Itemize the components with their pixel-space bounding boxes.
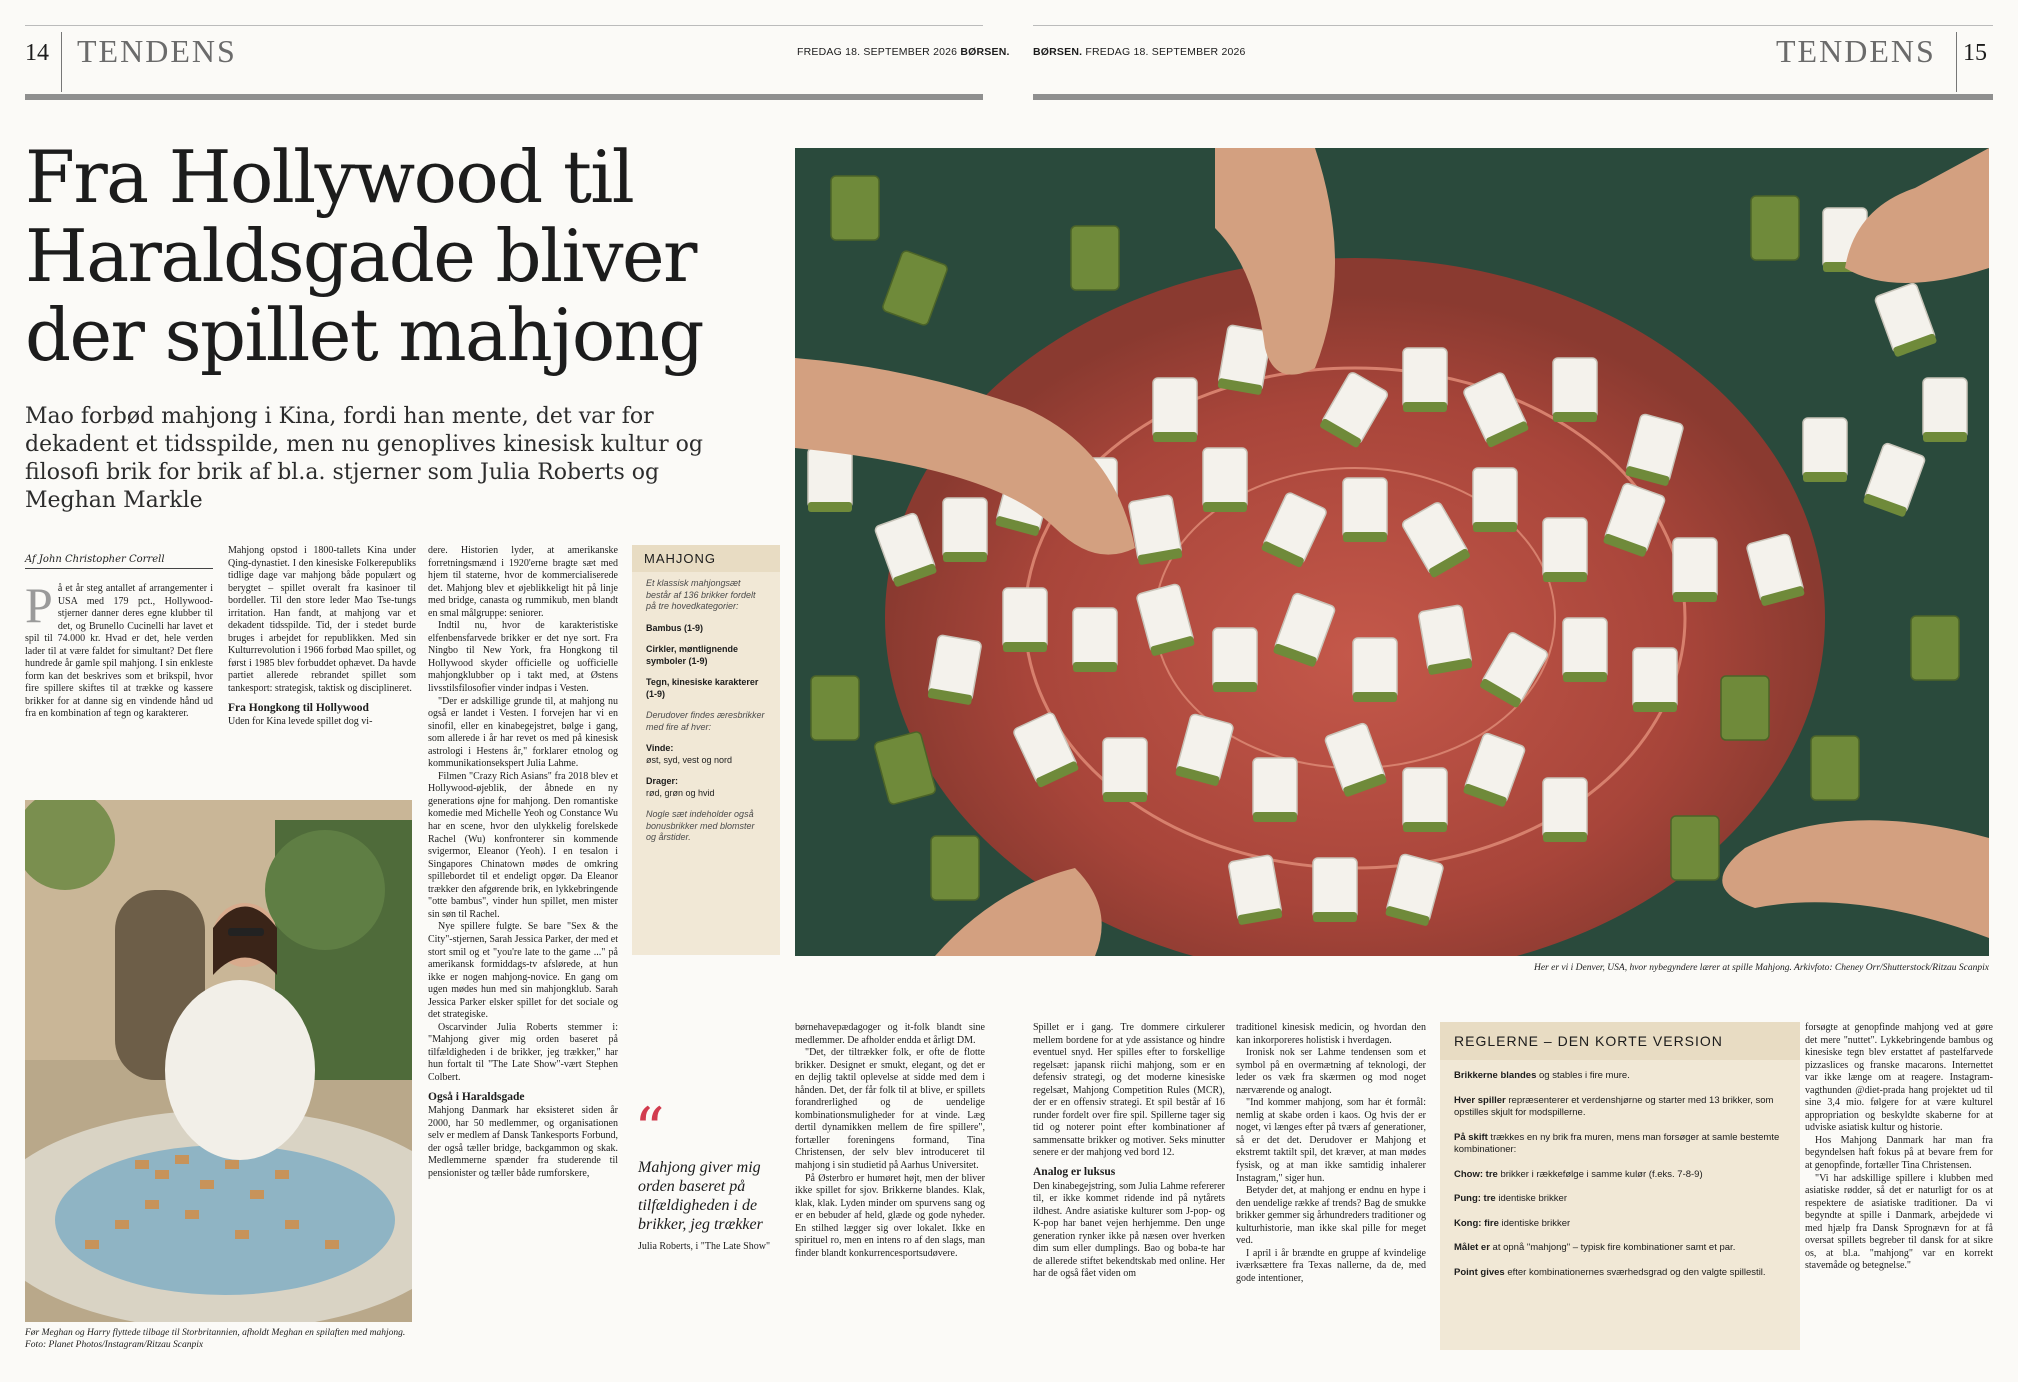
top-rule-left — [25, 25, 983, 26]
rule-lead: På skift — [1454, 1131, 1488, 1143]
byline: Af John Christopher Correll — [25, 554, 213, 569]
article-column-6 — [1236, 1022, 1426, 1285]
paragraph: Den kinabegejstring, som Julia Lahme refererer til, er ikke kommet ridende ind på nytårets ildhest. Andre asiatiske kulturer som J-pop- og K-pop har banet vejen herhjemme. Den unge generation rynker ikke på næsen over hverken dim sum eller dumplings. Bao og boba-te har de allerede stiftet bekendtskab med online. Her har de også fået viden om — [1033, 1180, 1225, 1280]
header-divider-left — [61, 32, 62, 92]
factbox-bonus: Nogle sæt indeholder også bonusbrikker med blomster og årstider. — [646, 809, 755, 842]
rule-text: at opnå "mahjong" – typisk fire kombinationer samt et par. — [1489, 1242, 1736, 1253]
article-column-4 — [795, 1022, 985, 1260]
paragraph: Nye spillere fulgte. Se bare "Sex & the City"-stjernen, Sarah Jessica Parker, der med et stort smil og et "you're late to the game ..." på amerikansk formiddags-tv afslørede, at hun ikke er nogen mahjong-novice. En gang om ugen mødes hun med sin mahjongklub. Sarah Jessica Parker elsker spillet for det sociale og det strategiske. — [428, 921, 618, 1021]
rule-lead: Pung: tre — [1454, 1193, 1496, 1204]
dateline-right — [1033, 46, 1246, 58]
factbox-dragon-value: rød, grøn og hvid — [646, 787, 715, 798]
factbox-honor-intro: Derudover findes æresbrikker med fire af hver: — [646, 710, 765, 732]
rules-title: REGLERNE – DEN KORTE VERSION — [1440, 1022, 1800, 1060]
paragraph: forsøgte at genopfinde mahjong ved at gøre det mere "nuttet". Lykkebringende bambus og kinesiske tegn blev erstattet af pastelfarvede pizzaslices og franske macarons. Internettet var ikke længe om at reagere. Instagram-vagthunden @diet-prada hang projektet ud til sine 3,4 mio. følgere for at være kulturel appropriation og beskyldte skaberne for at udviske asiatisk kultur og historie. — [1805, 1022, 1993, 1134]
paragraph: Indtil nu, hvor de karakteristiske elfenbensfarvede brikker er det nye sort. Fra Ningbo til New York, fra Hongkong til Hollywood skyder officielle og uofficielle mahjongklubber op i takt med, at Østens livsstilsfilosofier vinder indpas i Vesten. — [428, 620, 618, 695]
paragraph: dere. Historien lyder, at amerikanske forretningsmænd i 1920'erne bragte sæt med hjem til staterne, hvor de kommercialiserede det. Mahjong blev et øjeblikkeligt hit på linje med bridge, canasta og rummikub, men blandt en smal målgruppe: seniorer. — [428, 545, 618, 619]
paragraph: I april i år brændte en gruppe af kvindelige iværksættere fra Texas nallerne, da de, med gode intentioner, — [1236, 1247, 1426, 1284]
photo-meghan-illustration — [25, 800, 412, 1322]
paragraph: "Der er adskillige grunde til, at mahjong nu også er landet i Vesten. I forvejen har vi en sinofil, eller en kinabegejstret, bølge i gang, som allerede i år har revet os med på kinesisk astrologi i Hestens år," forklarer etnolog og kommunikationsekspert Julia Lahme. — [428, 695, 618, 770]
paragraph: Mahjong Danmark har eksisteret siden år 2000, har 50 medlemmer, og organisationen selv er medlem af Dansk Tankesports Forbund, der også tæller bridge, backgammon og skak. Medlemmerne spænder fra studerende til pensionister og tæller både rumforskere, — [428, 1105, 618, 1179]
rule-lead: Målet er — [1454, 1242, 1490, 1253]
rule-text: efter kombinationernes sværhedsgrad og den valgte spillestil. — [1504, 1266, 1766, 1278]
paragraph: Oscarvinder Julia Roberts stemmer i: "Mahjong giver mig orden baseret på tilfældigheden i de brikker, jeg trækker," har hun fortalt til "The Late Show"-vært Stephen Colbert. — [428, 1021, 618, 1083]
article-column-2 — [228, 545, 416, 729]
photo-mahjong-table — [795, 148, 1989, 956]
pull-quote: Mahjong giver mig orden baseret på tilfældigheden i de brikker, jeg trækker — [638, 1159, 763, 1233]
header-bar-left — [25, 94, 983, 100]
subheading: Fra Hongkong til Hollywood — [228, 701, 369, 714]
paragraph: Hos Mahjong Danmark har man fra begyndelsen haft fokus på at bevare frem for at genopfinde, fortæller Tina Christensen. — [1805, 1134, 1993, 1172]
rule-text: repræsenterer et verdenshjørne og starter med 13 brikker, som opstilles skjult for modspillerne. — [1454, 1094, 1774, 1118]
factbox-intro: Et klassisk mahjongsæt består af 136 brikker fordelt på tre hovedkategorier: — [646, 578, 756, 611]
top-rule-right — [1033, 25, 1993, 26]
rule-text: identiske brikker — [1495, 1193, 1567, 1204]
subheading: Analog er luksus — [1033, 1166, 1116, 1179]
header-bar-right — [1033, 94, 1993, 100]
rule-lead: Kong: fire — [1454, 1217, 1499, 1229]
section-label-right: TENDENS — [1776, 33, 1936, 69]
paragraph: Spillet er i gang. Tre dommere cirkulerer mellem bordene for at yde assistance og hindre eventuel snyd. Her spilles efter to forskellige regelsæt: japansk riichi mahjong, som er en defensiv strategi, og det moderne kinesiske regelsæt, Mahjong Competition Rules (MCR), der er en offensiv strategi. Et spil består af 16 runder fordelt over fire spil. Spillerne tager sig tid og noterer point efter kombinationer af sammensatte brikker og motiver. Seks minutter senere er der mahjong ved bord 12. — [1033, 1022, 1225, 1159]
subheadline: Mao forbød mahjong i Kina, fordi han mente, det var for dekadent et tidsspilde, men nu genoplives kinesisk kultur og filosofi brik for brik af bl.a. stjerner som Julia Roberts og Meghan Markle — [25, 404, 703, 513]
paragraph: På Østerbro er humøret højt, men der bliver ikke spillet for sjov. Brikkerne blandes. Klak, klak, klak. Lyden minder om spurvens sang og er en bebuder af held, glæde og gode nyheder. En stilhed lægger sig over lokalet. Ikke en spirituel ro, men en intens ro af den slags, man finder blandt konkurrencesportsudøvere. — [795, 1172, 985, 1259]
paragraph: børnehavepædagoger og it-folk blandt sine medlemmer. De afholder endda et årligt DM. — [795, 1022, 985, 1046]
paragraph: Ironisk nok ser Lahme tendensen som et symbol på en overmætning af teknologi, der leder os væk fra skærmen og mod noget nærværende og analogt. — [1236, 1047, 1426, 1096]
paragraph: "Ind kommer mahjong, som har ét formål: nemlig at skabe orden i kaos. Og hvis der er noget, vi længes efter på tværs af generationer, så er det det. Derudover er Mahjong et ekstremt taktilt spil, det kræver, at man mødes fysisk, og at man ikke samtidig inhalerer Instagram," siger hun. — [1236, 1097, 1426, 1184]
rule-lead: Point gives — [1454, 1266, 1505, 1278]
factbox-mahjong — [632, 545, 780, 955]
caption-main-photo: Her er vi i Denver, USA, hvor nybegyndere lærer at spille Mahjong. Arkivfoto: Cheney Orr/Shutterstock/Ritzau Scanpix — [1533, 963, 1989, 973]
paper-name-left: BØRSEN. — [960, 46, 1010, 58]
quote-mark-icon: “ — [634, 1095, 665, 1165]
factbox-wind-label: Vinde: — [646, 743, 674, 753]
article-column-3 — [428, 545, 618, 1180]
paragraph: Uden for Kina levede spillet dog vi- — [228, 716, 373, 728]
paper-name-right: BØRSEN. — [1033, 46, 1083, 58]
section-label-left: TENDENS — [77, 33, 237, 69]
paragraph: traditionel kinesisk medicin, og hvordan den kan inkorporeres holistisk i hverdagen. — [1236, 1022, 1426, 1046]
rule-text: trækkes en ny brik fra muren, mens man forsøger at samle bestemte kombinationer: — [1454, 1131, 1780, 1155]
rule-text: og stables i fire mure. — [1536, 1070, 1630, 1081]
factbox-dragon-label: Drager: — [646, 776, 679, 786]
caption-small-photo: Før Meghan og Harry flyttede tilbage til Storbritannien, afholdt Meghan en spilaften med mahjong. Foto: Planet Photos/Instagram/Ritzau Scanpix — [25, 1328, 406, 1350]
article-column-7 — [1805, 1022, 1993, 1273]
paragraph: Filmen "Crazy Rich Asians" fra 2018 blev et Hollywood-øjeblik, der åbnede en ny generations øjne for mahjong. Den romantiske komedie med Michelle Yeoh og Constance Wu har en scene, hvor den ulykkelig forelskede Rachel (Wu) konfronterer sin kommende svigermor, Eleanor (Yeoh). I en tesalon i Singapores Chinatown mødes de omkring spillebordet til et endeligt opgør. Da Eleanor trækker den afgørende brik, en lykkebringende "otte bambus", vinder hun spillet, men mister sin søn til Rachel. — [428, 770, 618, 920]
factbox-title: MAHJONG — [632, 545, 780, 572]
paragraph: Mahjong opstod i 1800-tallets Kina under Qing-dynastiet. I den kinesiske Folkerepubliks tidlige dage var mahjong både populært og berygtet – spillet overalt fra kasinoer til bordeller. Til den store leder Mao Tse-tungs irritation. Han fandt, at mahjong var et dekadent tidsspilde. Tid, der i stedet burde bruges i arbejdet for republikken. Med sin Kulturrevolution i 1966 forbød Mao spillet, og først i 1985 blev forbuddet ophævet. Da havde partiet allerede rebrandet spillet som tankesport: strategisk, taktisk og disciplineret. — [228, 545, 416, 695]
rule-text: brikker i rækkefølge i samme kulør (f.eks. 7-8-9) — [1497, 1168, 1703, 1180]
photo-mahjong-illustration — [795, 148, 1989, 956]
factbox-wind-value: øst, syd, vest og nord — [646, 754, 733, 765]
rule-lead: Brikkerne blandes — [1454, 1070, 1537, 1081]
subheading: Også i Haraldsgade — [428, 1090, 525, 1103]
factbox-category: Cirkler, møntlignende symboler (1-9) — [646, 644, 739, 666]
paragraph: å et år steg antallet af arrangementer i USA med 179 pct., Hollywood-stjerner danner deres egne klubber til det, og Brunello Cucinelli har lavet et spil til 74.000 kr. Hvad er det, hele verden lader til at være faldet for simultant? Det flere hundrede år gamle spil mahjong. I sin enkleste form kan det beskrives som et brikspil, hvor fire spillere skiftes til at trække og kassere brikker for at danne sig en vindende hånd ud fra en kombination af tegn og karakterer. — [25, 583, 213, 720]
headline: Fra Hollywood til Haraldsgade bliver der spillet mahjong — [25, 135, 703, 377]
dateline-left — [797, 46, 1010, 58]
rule-text: identiske brikker — [1498, 1217, 1571, 1229]
paragraph: "Vi har adskillige spillere i klubben med asiatiske rødder, så det er naturligt for os at respektere de asiatiske traditioner. Da vi begyndte at spille i Danmark, arbejdede vi med hjælp fra Dansk Sprognævn for at få oversat spillets begreber til dansk for at sikre os, at bl.a. "mahjong" var en korrekt stavemåde og betegnelse." — [1805, 1172, 1993, 1272]
photo-meghan-mahjong — [25, 800, 412, 1322]
factbox-category: Bambus (1-9) — [646, 622, 704, 633]
page-number-left: 14 — [25, 40, 49, 66]
factbox-category: Tegn, kinesiske karakterer (1-9) — [646, 677, 759, 699]
header-divider-right — [1956, 32, 1957, 92]
date-left: FREDAG 18. SEPTEMBER 2026 — [797, 46, 958, 58]
rule-lead: Hver spiller — [1454, 1094, 1506, 1106]
paragraph: "Det, der tiltrækker folk, er ofte de flotte brikker. Designet er smukt, elegant, og det er en dejlig taktil oplevelse at sidde med dem i hånden. Det, der får folk til at blive, er spillets forandrerlighed og de uendelige kombinationsmuligheder for at vinde. Læg dertil dynamikken mellem de fire spillere", fortæller foreningens formand, Tina Christensen, der selv blev introduceret til mahjong i sin studietid på Aarhus Universitet. — [795, 1047, 985, 1172]
rule-lead: Chow: tre — [1454, 1168, 1498, 1180]
paragraph: Betyder det, at mahjong er endnu en hype i den uendelige række af trends? Bag de smukke brikker gemmer sig århundreders traditioner og kulturhistorie, man ikke skal pille for meget ved. — [1236, 1185, 1426, 1247]
page-number-right: 15 — [1963, 40, 1987, 66]
article-column-1 — [25, 577, 213, 721]
drop-cap: P — [25, 577, 53, 633]
date-right: FREDAG 18. SEPTEMBER 2026 — [1085, 46, 1246, 58]
factbox-rules — [1440, 1022, 1800, 1350]
pull-quote-attribution: Julia Roberts, i "The Late Show" — [638, 1241, 771, 1252]
article-column-5 — [1033, 1022, 1225, 1281]
